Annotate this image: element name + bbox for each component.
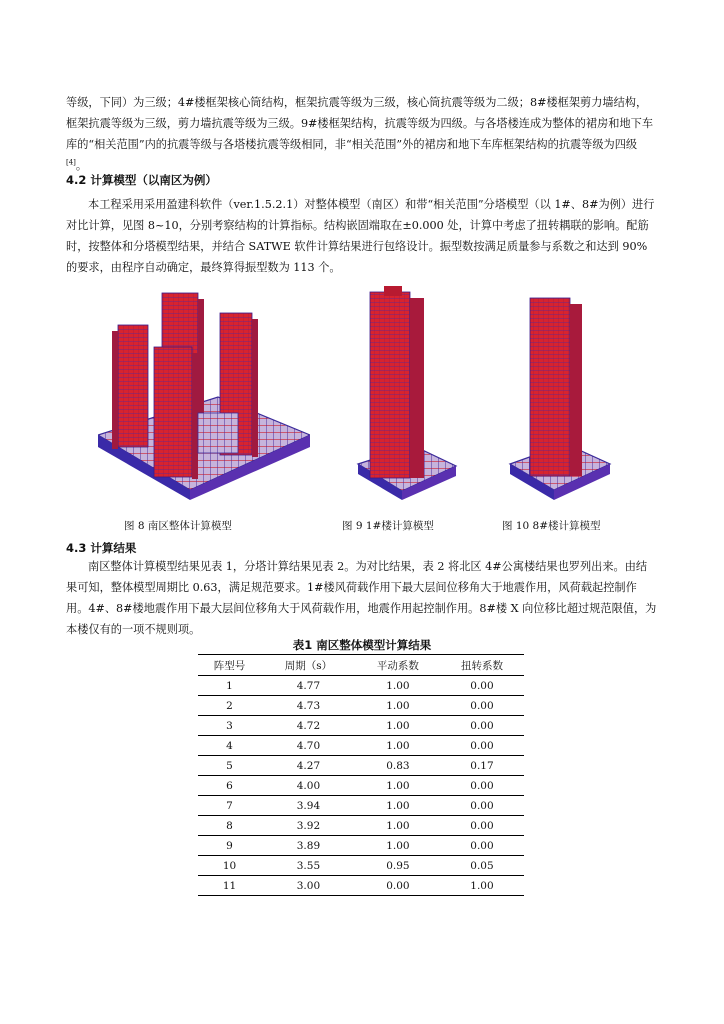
table-cell: 1: [198, 676, 261, 696]
paragraph-results: 南区整体计算模型结果见表 1，分塔计算结果见表 2。为对比结果，表 2 将北区 4#公寓楼结果也罗列出来。由结果可知，整体模型周期比 0.63，满足规范要求。1#楼风荷载作用下最大层间位移角大于地震作用，风荷载起控制作用。4#、8#楼地震作用下最大层间位移角大于风荷载作用，地震作用起控制作用。8#楼 X 向位移比超过规范限值，为本楼仅有的一项不规则项。: [66, 560, 657, 636]
table-1-title: 表1 南区整体模型计算结果: [292, 638, 432, 652]
table-row: [198, 696, 524, 716]
figure-8-caption: 图 8 南区整体计算模型: [124, 520, 232, 532]
paragraph-text-end: 。: [75, 159, 88, 172]
table-cell: 1.00: [356, 676, 440, 696]
table-cell: 7: [198, 796, 261, 816]
section-heading-4-2: 4.2 计算模型（以南区为例）: [66, 173, 217, 187]
table-cell: 1.00: [356, 796, 440, 816]
figure-9-building-1-model: [354, 286, 458, 508]
table-cell: 1.00: [440, 876, 524, 896]
table-cell: 6: [198, 776, 261, 796]
table-cell: 0.95: [356, 856, 440, 876]
table-cell: 3.89: [261, 836, 356, 856]
table-cell: 4.72: [261, 716, 356, 736]
table-row: [198, 816, 524, 836]
table-cell: 0.17: [440, 756, 524, 776]
table-cell: 5: [198, 756, 261, 776]
table-cell: 0.00: [440, 736, 524, 756]
paragraph-text: 等级，下同）为三级；4#楼框架核心筒结构，框架抗震等级为三级，核心筒抗震等级为二级；8#楼框架剪力墙结构，框架抗震等级为三级，剪力墙抗震等级为三级。9#楼框架结构，抗震等级为四级。与各塔楼连成为整体的裙房和地下车库的“相关范围”内的抗震等级与各塔楼抗震等级相同，非“相关范围”外的裙房和地下车库框架结构的抗震等级为四级: [66, 96, 654, 151]
section-heading-4-3: 4.3 计算结果: [66, 541, 137, 555]
table-cell: 1.00: [356, 696, 440, 716]
table-row: [198, 716, 524, 736]
table-row: [198, 836, 524, 856]
table-header-cell: 平动系数: [356, 655, 440, 676]
table-cell: 0.83: [356, 756, 440, 776]
table-header-cell: 阵型号: [198, 655, 261, 676]
figure-8-south-district-model: [98, 285, 310, 510]
table-cell: 4.73: [261, 696, 356, 716]
table-header-cell: 扭转系数: [440, 655, 524, 676]
table-cell: 10: [198, 856, 261, 876]
table-cell: 0.00: [356, 876, 440, 896]
table-cell: 1.00: [356, 776, 440, 796]
figure-10-caption: 图 10 8#楼计算模型: [502, 520, 601, 532]
paragraph-seismic-grades: [66, 92, 658, 176]
table-row: [198, 796, 524, 816]
table-row: [198, 876, 524, 896]
figure-9-caption: 图 9 1#楼计算模型: [342, 520, 434, 532]
table-cell: 0.00: [440, 776, 524, 796]
reference-superscript: [4]: [66, 158, 76, 167]
table-cell: 8: [198, 816, 261, 836]
table-cell: 1.00: [356, 736, 440, 756]
table-cell: 0.00: [440, 676, 524, 696]
table-cell: 0.00: [440, 716, 524, 736]
table-1-results: [198, 654, 524, 896]
table-cell: 4.00: [261, 776, 356, 796]
table-cell: 11: [198, 876, 261, 896]
table-cell: 0.00: [440, 816, 524, 836]
table-row: [198, 756, 524, 776]
table-cell: 3.55: [261, 856, 356, 876]
table-row: [198, 676, 524, 696]
table-cell: 4.27: [261, 756, 356, 776]
table-header-row: [198, 655, 524, 676]
table-cell: 3.00: [261, 876, 356, 896]
table-cell: 2: [198, 696, 261, 716]
table-cell: 4.70: [261, 736, 356, 756]
table-cell: 0.00: [440, 696, 524, 716]
table-row: [198, 736, 524, 756]
table-cell: 1.00: [356, 816, 440, 836]
table-cell: 0.00: [440, 836, 524, 856]
table-cell: 3: [198, 716, 261, 736]
table-cell: 0.05: [440, 856, 524, 876]
table-cell: 1.00: [356, 836, 440, 856]
table-header-cell: 周期（s）: [261, 655, 356, 676]
table-cell: 3.92: [261, 816, 356, 836]
table-row: [198, 856, 524, 876]
paragraph-model-description: 本工程采用采用盈建科软件（ver.1.5.2.1）对整体模型（南区）和带“相关范围”分塔模型（以 1#、8#为例）进行对比计算，见图 8~10，分别考察结构的计算指标。结构嵌固端取在±0.000 处，计算中考虑了扭转耦联的影响。配筋时，按整体和分塔模型结果，并结合 SATWE 软件计算结果进行包络设计。振型数按满足质量参与系数之和达到 90%的要求，由程序自动确定，最终算得振型数为 113 个。: [66, 198, 655, 274]
table-row: [198, 776, 524, 796]
table-cell: 3.94: [261, 796, 356, 816]
table-cell: 9: [198, 836, 261, 856]
table-cell: 0.00: [440, 796, 524, 816]
figure-10-building-8-model: [508, 294, 612, 508]
table-cell: 4: [198, 736, 261, 756]
table-cell: 1.00: [356, 716, 440, 736]
table-cell: 4.77: [261, 676, 356, 696]
